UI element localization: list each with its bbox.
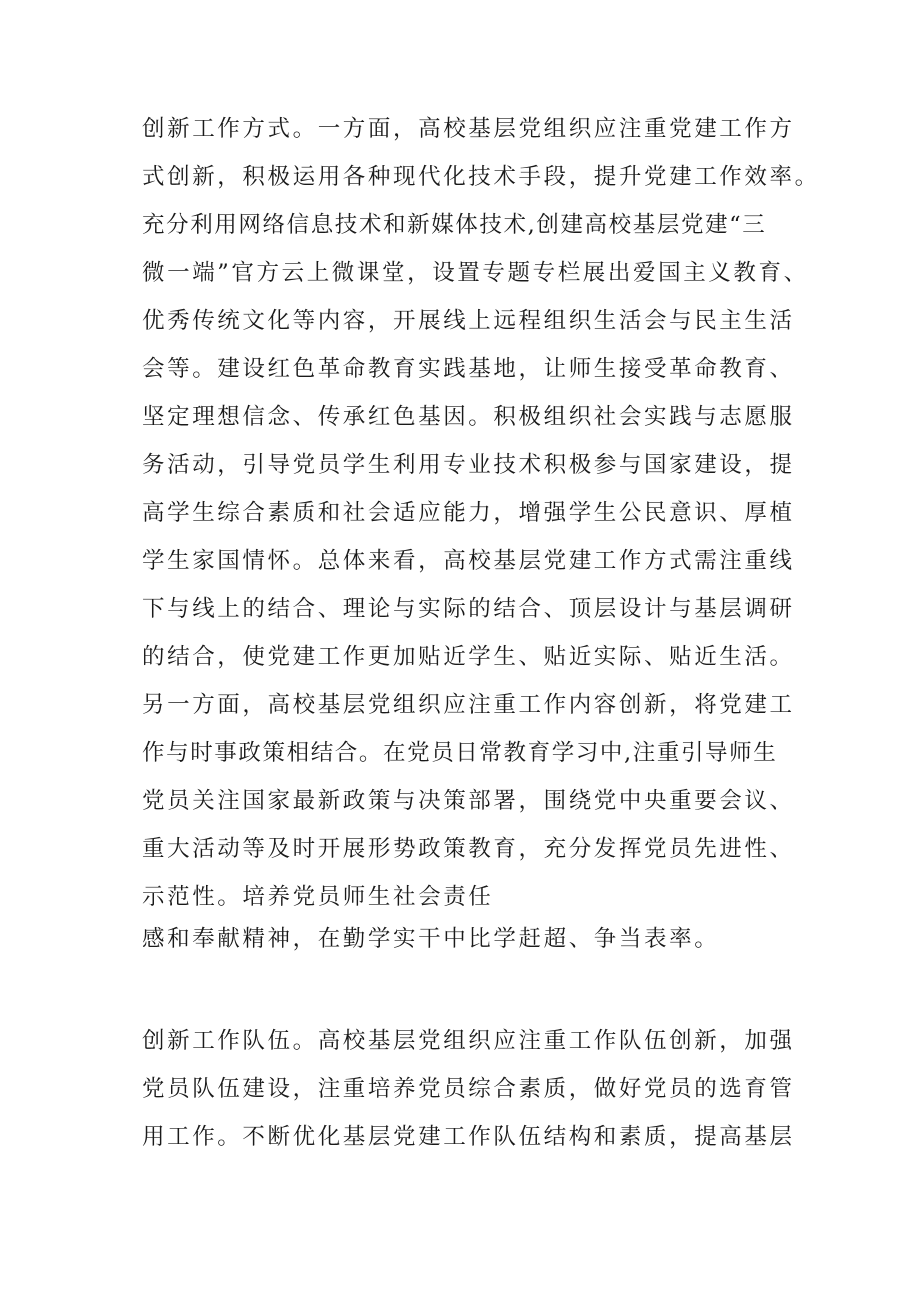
text-line: 另一方面，高校基层党组织应注重工作内容创新，将党建工 xyxy=(142,692,795,718)
text-line: 示范性。培养党员师生社会责任 xyxy=(142,884,494,910)
text-line: 会等。建设红色革命教育实践基地，让师生接受革命教育、 xyxy=(142,356,795,382)
text-line: 优秀传统文化等内容，开展线上远程组织生活会与民主生活 xyxy=(142,308,795,334)
text-line: 式创新，积极运用各种现代化技术手段，提升党建工作效率。 xyxy=(142,164,820,190)
text-line: 坚定理想信念、传承红色基因。积极组织社会实践与志愿服 xyxy=(142,404,795,430)
text-line: 重大活动等及时开展形势政策教育，充分发挥党员先进性、 xyxy=(142,836,795,862)
text-line: 的结合，使党建工作更加贴近学生、贴近实际、贴近生活。 xyxy=(142,644,795,670)
text-line: 学生家国情怀。总体来看，高校基层党建工作方式需注重线 xyxy=(142,548,795,574)
text-line: 充分利用网络信息技术和新媒体技术,创建高校基层党建“三 xyxy=(142,212,767,238)
text-line: 微一端”官方云上微课堂，设置专题专栏展出爱国主义教育、 xyxy=(142,260,809,286)
text-line: 创新工作方式。一方面，高校基层党组织应注重党建工作方 xyxy=(142,116,795,142)
text-line: 创新工作队伍。高校基层党组织应注重工作队伍创新，加强 xyxy=(142,1028,795,1054)
text-line: 务活动，引导党员学生利用专业技术积极参与国家建设，提 xyxy=(142,452,795,478)
text-line: 高学生综合素质和社会适应能力，增强学生公民意识、厚植 xyxy=(142,500,795,526)
text-line: 下与线上的结合、理论与实际的结合、顶层设计与基层调研 xyxy=(142,596,795,622)
text-line: 党员队伍建设，注重培养党员综合素质，做好党员的选育管 xyxy=(142,1076,795,1102)
text-line: 作与时事政策相结合。在党员日常教育学习中,注重引导师生 xyxy=(142,740,778,766)
text-line: 党员关注国家最新政策与决策部署，围绕党中央重要会议、 xyxy=(142,788,795,814)
text-line: 感和奉献精神，在勤学实干中比学赶超、争当表率。 xyxy=(142,926,720,952)
text-line: 用工作。不断优化基层党建工作队伍结构和素质，提高基层 xyxy=(142,1124,795,1150)
